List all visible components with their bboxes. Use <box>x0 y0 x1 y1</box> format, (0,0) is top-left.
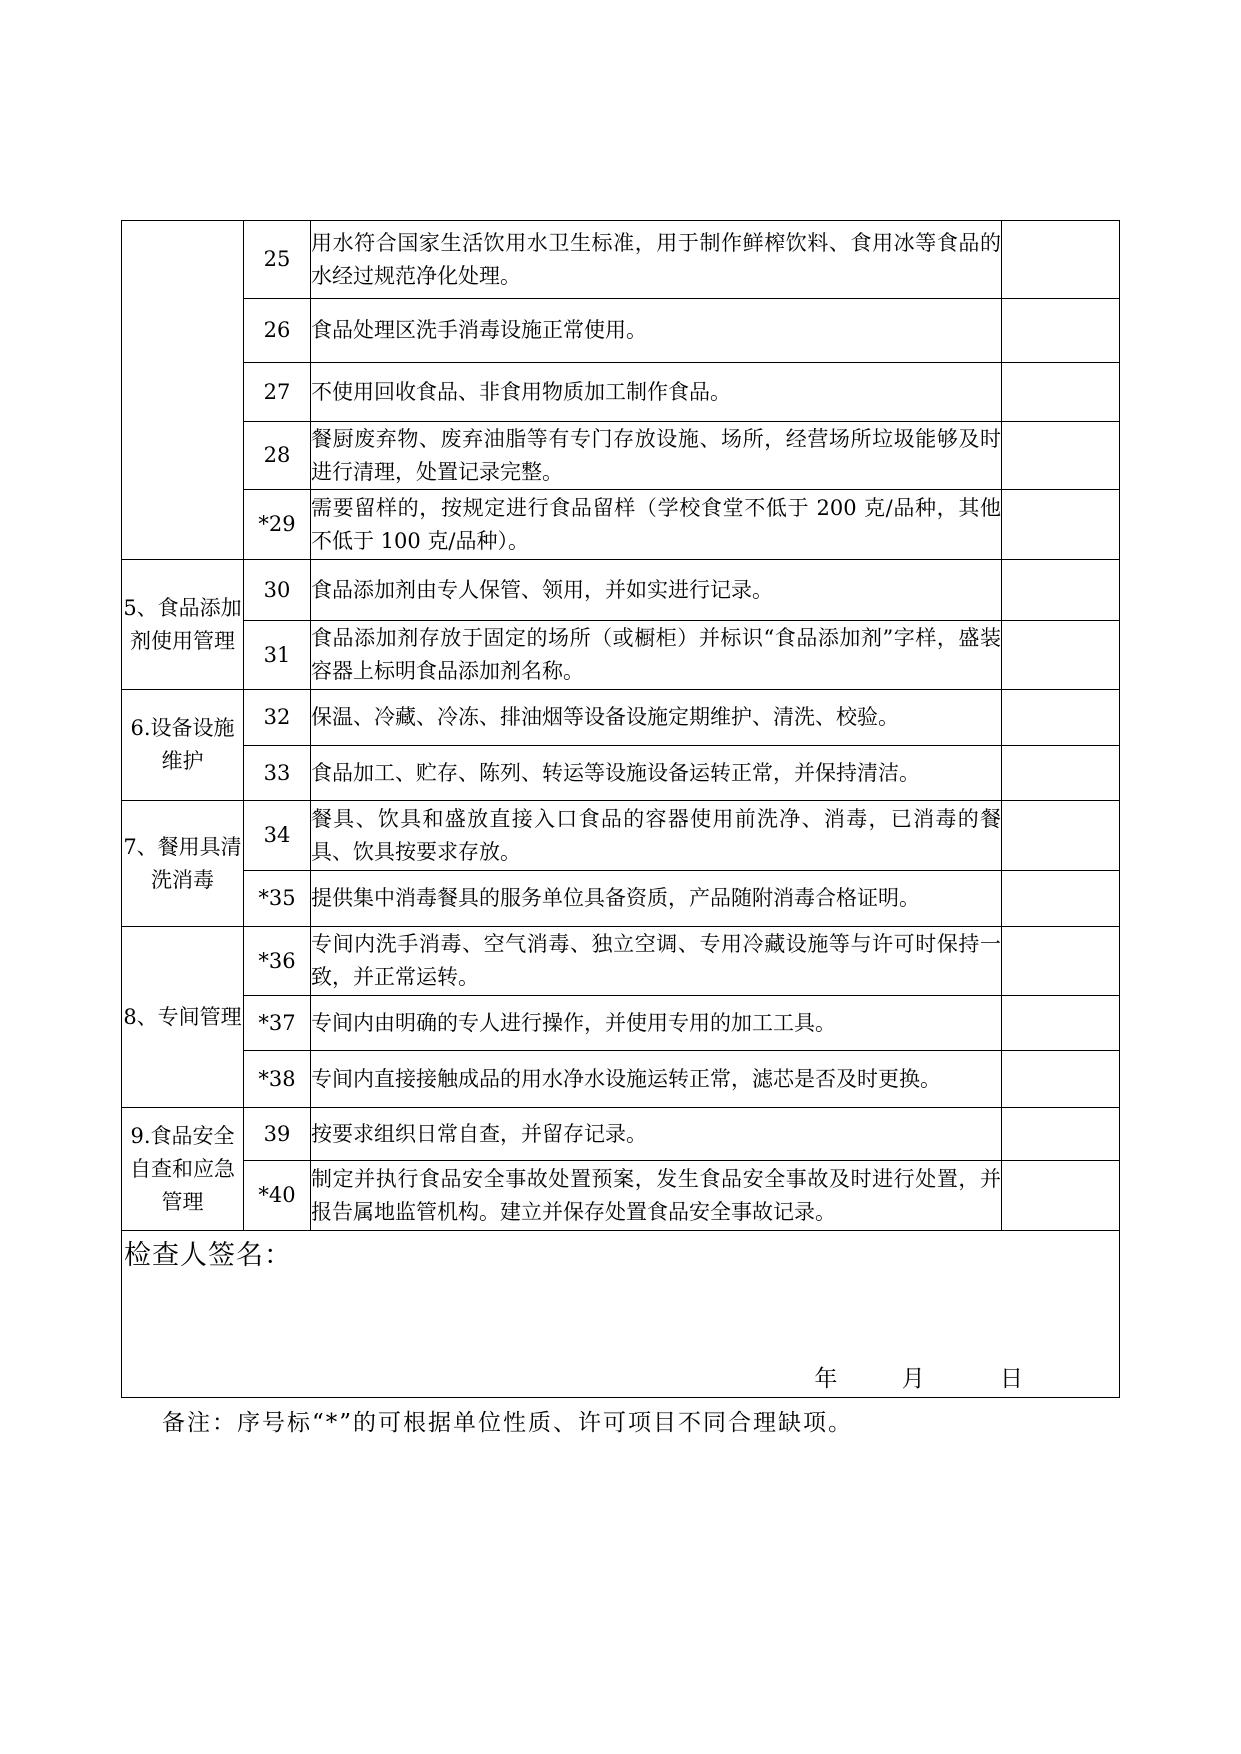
item-text: 食品添加剂存放于固定的场所（或橱柜）并标识“食品添加剂”字样，盛装容器上标明食品添加剂名称。 <box>311 621 1002 690</box>
item-text: 专间内直接接触成品的用水净水设施运转正常，滤芯是否及时更换。 <box>311 1051 1002 1108</box>
table-row <box>122 690 1120 746</box>
table-row <box>122 1161 1120 1231</box>
item-number: 39 <box>244 1108 311 1161</box>
category-cell: 8、专间管理 <box>122 927 244 1108</box>
item-text: 食品添加剂由专人保管、领用，并如实进行记录。 <box>311 560 1002 621</box>
result-cell[interactable] <box>1002 927 1120 996</box>
result-cell[interactable] <box>1002 801 1120 871</box>
footnote: 备注：序号标“*”的可根据单位性质、许可项目不同合理缺项。 <box>162 1410 854 1436</box>
item-text: 按要求组织日常自查，并留存记录。 <box>311 1108 1002 1161</box>
item-number: 32 <box>244 690 311 746</box>
item-number: 33 <box>244 746 311 801</box>
table-row <box>122 560 1120 621</box>
item-number: *38 <box>244 1051 311 1108</box>
item-number: 31 <box>244 621 311 690</box>
table-row <box>122 299 1120 363</box>
result-cell[interactable] <box>1002 560 1120 621</box>
signature-label: 检查人签名： <box>124 1240 292 1271</box>
table-row <box>122 621 1120 690</box>
signature-row <box>122 1231 1120 1398</box>
item-text: 专间内由明确的专人进行操作，并使用专用的加工工具。 <box>311 996 1002 1051</box>
item-text: 制定并执行食品安全事故处置预案，发生食品安全事故及时进行处置，并报告属地监管机构。建立并保存处置食品安全事故记录。 <box>311 1161 1002 1231</box>
result-cell[interactable] <box>1002 1108 1120 1161</box>
item-number: *35 <box>244 871 311 927</box>
date-year-label: 年 <box>814 1366 838 1392</box>
table-row <box>122 1108 1120 1161</box>
item-number: 30 <box>244 560 311 621</box>
result-cell[interactable] <box>1002 363 1120 422</box>
result-cell[interactable] <box>1002 1161 1120 1231</box>
table-row <box>122 363 1120 422</box>
item-number: *40 <box>244 1161 311 1231</box>
item-text: 保温、冷藏、冷冻、排油烟等设备设施定期维护、清洗、校验。 <box>311 690 1002 746</box>
category-cell <box>122 221 244 560</box>
signature-cell[interactable] <box>122 1231 1120 1398</box>
item-text: 需要留样的，按规定进行食品留样（学校食堂不低于 200 克/品种，其他不低于 100 克/品种）。 <box>311 490 1002 560</box>
date-day-label: 日 <box>1000 1366 1023 1392</box>
table-row <box>122 422 1120 490</box>
category-cell: 5、食品添加剂使用管理 <box>122 560 244 690</box>
category-cell: 7、餐用具清洗消毒 <box>122 801 244 927</box>
table-row <box>122 801 1120 871</box>
item-text: 专间内洗手消毒、空气消毒、独立空调、专用冷藏设施等与许可时保持一致，并正常运转。 <box>311 927 1002 996</box>
result-cell[interactable] <box>1002 871 1120 927</box>
date-line <box>814 1363 1023 1395</box>
item-number: *37 <box>244 996 311 1051</box>
result-cell[interactable] <box>1002 422 1120 490</box>
item-text: 餐厨废弃物、废弃油脂等有专门存放设施、场所，经营场所垃圾能够及时进行清理，处置记录完整。 <box>311 422 1002 490</box>
item-text: 不使用回收食品、非食用物质加工制作食品。 <box>311 363 1002 422</box>
result-cell[interactable] <box>1002 746 1120 801</box>
item-text: 用水符合国家生活饮用水卫生标准，用于制作鲜榨饮料、食用冰等食品的水经过规范净化处理。 <box>311 221 1002 299</box>
result-cell[interactable] <box>1002 621 1120 690</box>
result-cell[interactable] <box>1002 1051 1120 1108</box>
item-number: *29 <box>244 490 311 560</box>
item-number: 25 <box>244 221 311 299</box>
table-row <box>122 746 1120 801</box>
table-row <box>122 996 1120 1051</box>
item-text: 食品处理区洗手消毒设施正常使用。 <box>311 299 1002 363</box>
result-cell[interactable] <box>1002 299 1120 363</box>
result-cell[interactable] <box>1002 221 1120 299</box>
item-text: 餐具、饮具和盛放直接入口食品的容器使用前洗净、消毒，已消毒的餐具、饮具按要求存放。 <box>311 801 1002 871</box>
item-number: 26 <box>244 299 311 363</box>
table-row <box>122 221 1120 299</box>
table-row <box>122 871 1120 927</box>
item-text: 食品加工、贮存、陈列、转运等设施设备运转正常，并保持清洁。 <box>311 746 1002 801</box>
table-row <box>122 490 1120 560</box>
item-number: 34 <box>244 801 311 871</box>
inspection-table <box>121 220 1120 1398</box>
table-row <box>122 927 1120 996</box>
date-month-label: 月 <box>901 1366 925 1392</box>
item-number: *36 <box>244 927 311 996</box>
item-text: 提供集中消毒餐具的服务单位具备资质，产品随附消毒合格证明。 <box>311 871 1002 927</box>
result-cell[interactable] <box>1002 996 1120 1051</box>
result-cell[interactable] <box>1002 690 1120 746</box>
table-row <box>122 1051 1120 1108</box>
category-cell: 6.设备设施维护 <box>122 690 244 801</box>
item-number: 28 <box>244 422 311 490</box>
category-cell: 9.食品安全自查和应急管理 <box>122 1108 244 1231</box>
result-cell[interactable] <box>1002 490 1120 560</box>
item-number: 27 <box>244 363 311 422</box>
